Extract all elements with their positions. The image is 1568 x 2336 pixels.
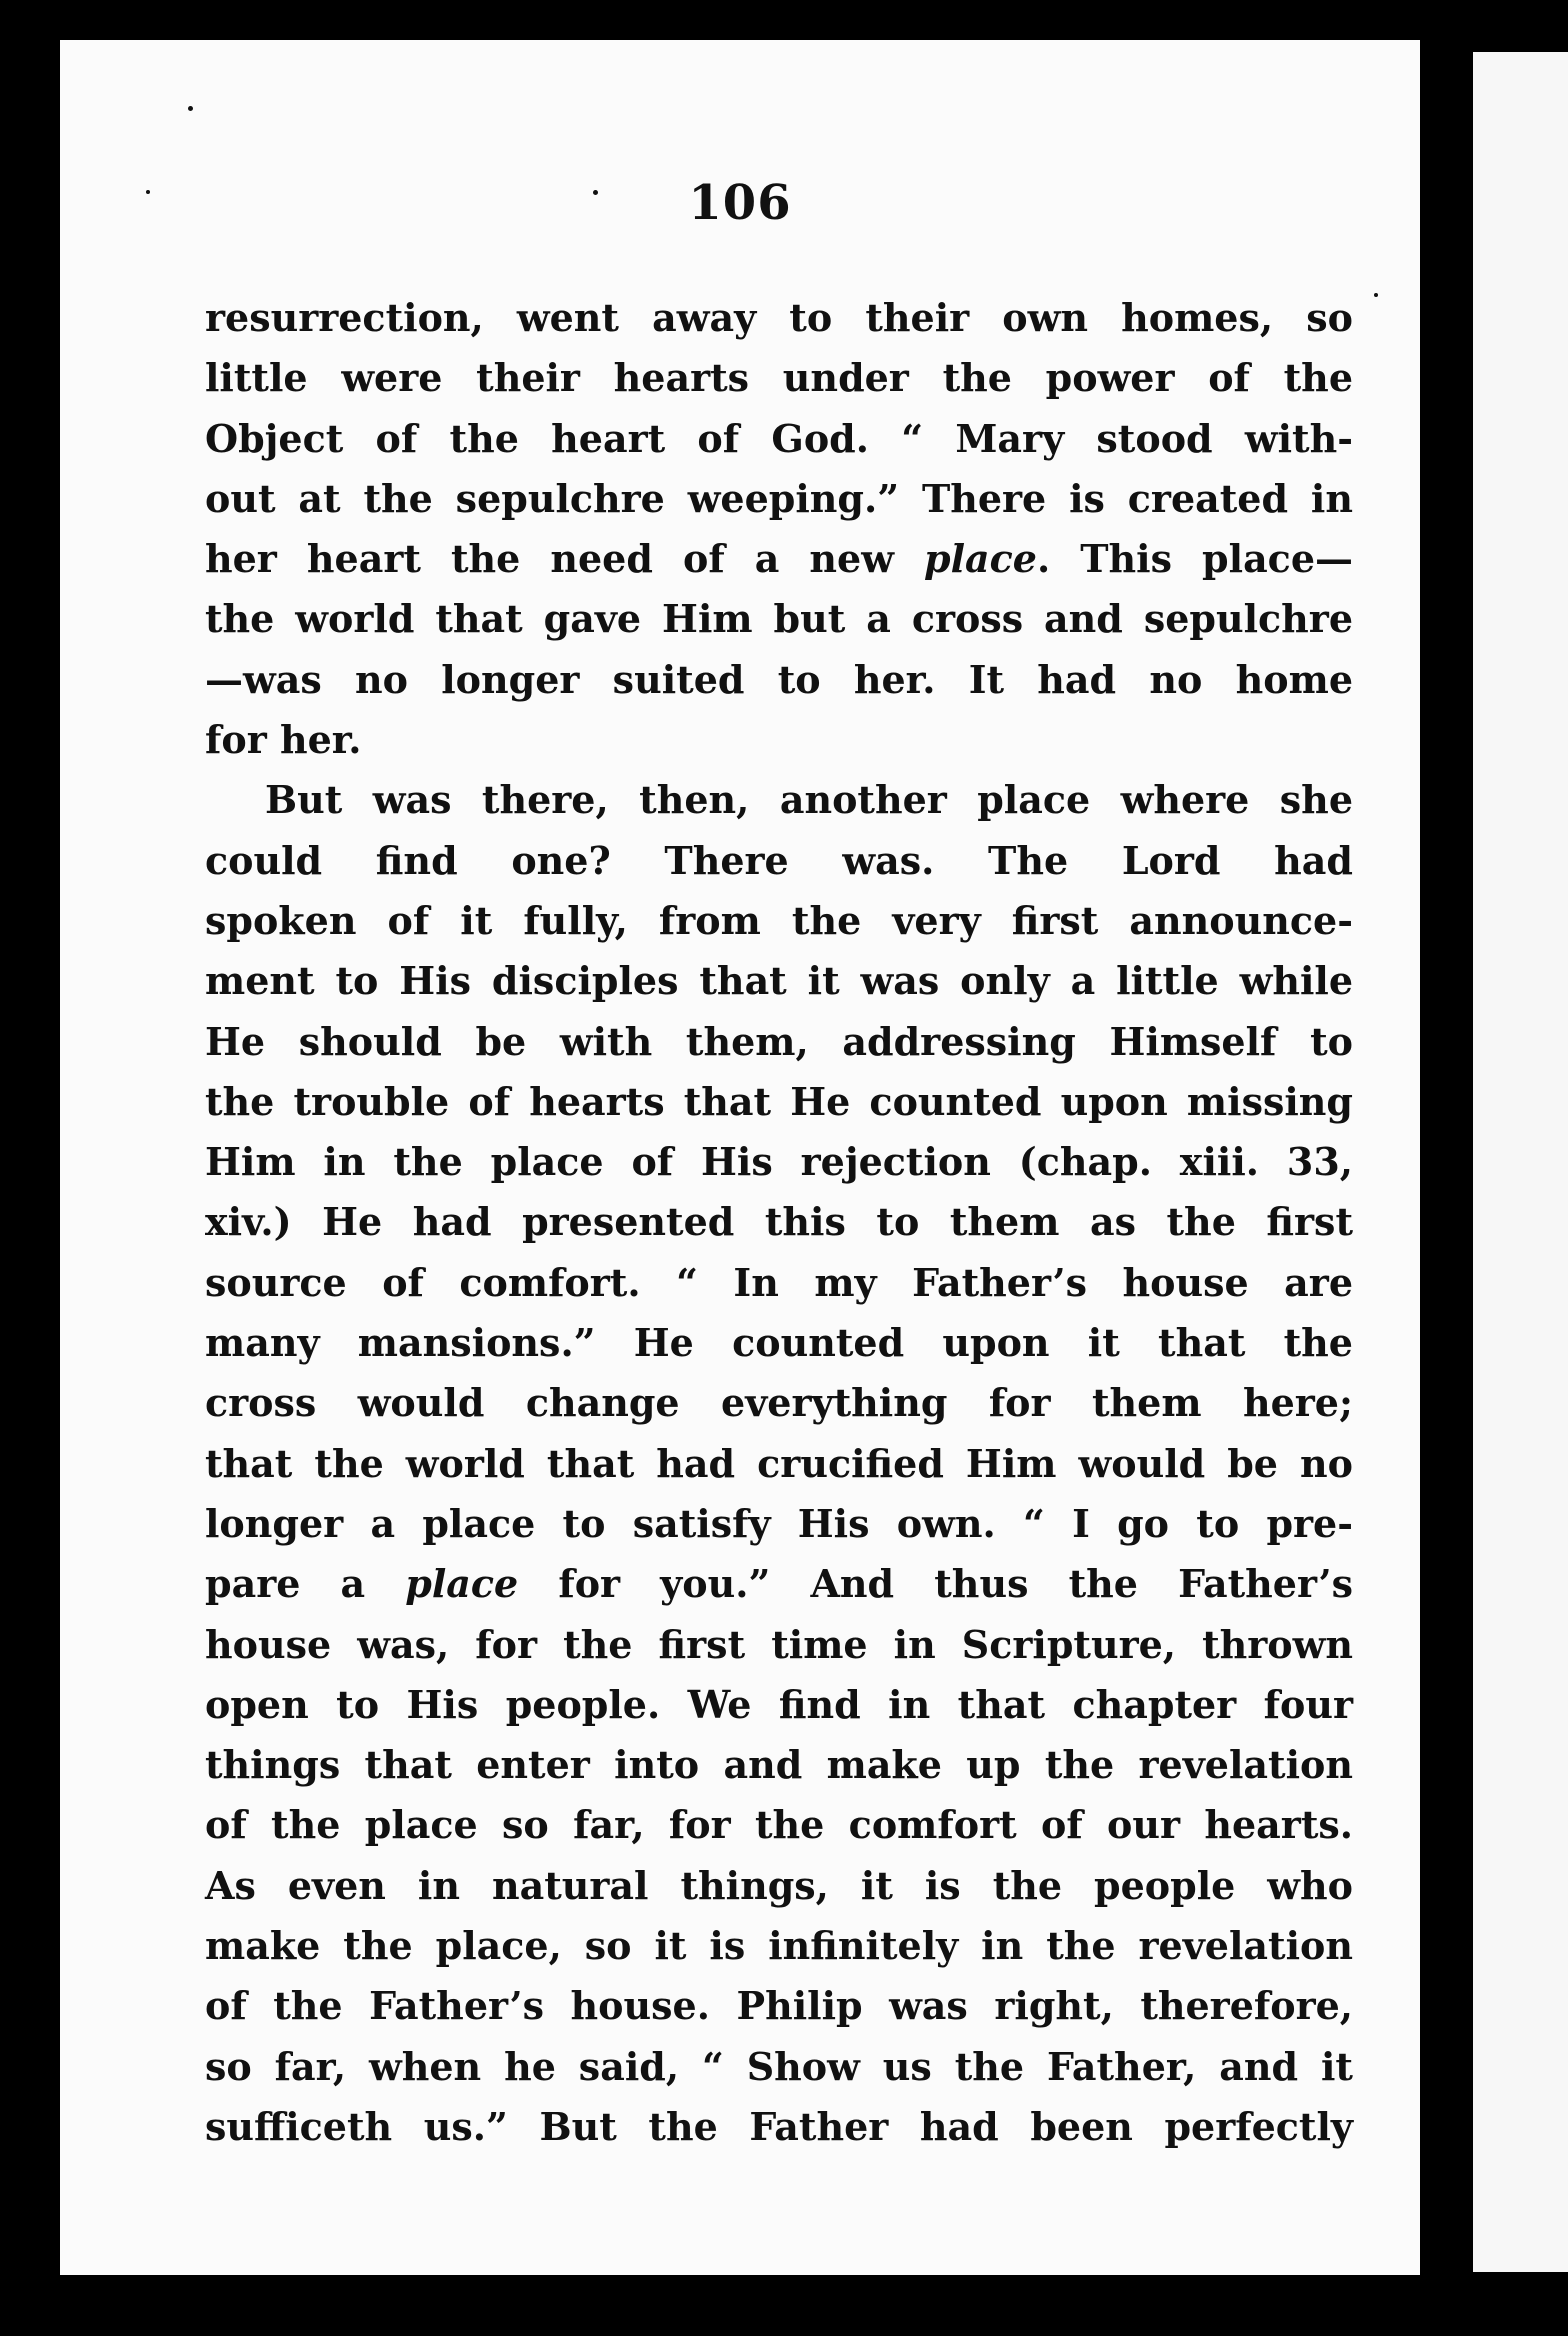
text-line: ment to His disciples that it was only a little while	[205, 958, 1353, 1004]
text-line: could find one? There was. The Lord had	[205, 837, 1353, 883]
text-line: resurrection, went away to their own homes, so	[205, 295, 1353, 340]
ink-speck	[188, 106, 193, 111]
italic-emphasis: place	[405, 1561, 519, 1607]
text-line: source of comfort. “ In my Father’s house are	[205, 1259, 1353, 1305]
text-line: of the place so far, for the comfort of our hearts.	[205, 1802, 1353, 1848]
text-line: longer a place to satisfy His own. “ I go to pre-	[205, 1500, 1353, 1546]
text-line: so far, when he said, “ Show us the Father, and it	[205, 2043, 1353, 2089]
text-line: cross would change everything for them here;	[205, 1380, 1353, 1426]
book-page	[60, 40, 1420, 2275]
text-line: As even in natural things, it is the people who	[205, 1862, 1353, 1908]
text-line: —was no longer suited to her. It had no home	[205, 656, 1353, 702]
text-line: He should be with them, addressing Himself to	[205, 1018, 1353, 1064]
text-line: open to His people. We find in that chapter four	[205, 1681, 1353, 1727]
text-line: little were their hearts under the power of the	[205, 355, 1353, 401]
ink-speck	[1374, 293, 1378, 297]
text-line: that the world that had crucified Him would be no	[205, 1440, 1353, 1486]
text-line: But was there, then, another place where she	[265, 777, 1353, 823]
text-line: out at the sepulchre weeping.” There is created in	[205, 475, 1353, 521]
text-line: of the Father’s house. Philip was right, therefore,	[205, 1983, 1353, 2029]
body-text	[205, 288, 1353, 2157]
text-line: house was, for the first time in Scripture, thrown	[205, 1621, 1353, 1667]
text-line: the trouble of hearts that He counted upon missing	[205, 1078, 1353, 1124]
text-line: Object of the heart of God. “ Mary stood with-	[205, 415, 1353, 461]
page-number: 106	[688, 175, 792, 231]
text-line: make the place, so it is infinitely in the revelation	[205, 1923, 1353, 1969]
text-line: her heart the need of a new place. This place—	[205, 536, 1354, 582]
text-line: the world that gave Him but a cross and sepulchre	[205, 596, 1353, 642]
text-line: many mansions.” He counted upon it that the	[205, 1320, 1353, 1366]
text-line: spoken of it fully, from the very first announce-	[205, 897, 1353, 943]
text-line: pare a place for you.” And thus the Father’s	[205, 1561, 1353, 1607]
text-line: sufficeth us.” But the Father had been perfectly	[205, 2103, 1353, 2149]
text-line: for her.	[205, 717, 362, 763]
text-line: things that enter into and make up the revelation	[205, 1742, 1353, 1788]
italic-emphasis: place	[924, 536, 1037, 582]
adjacent-page-edge	[1473, 52, 1568, 2272]
text-line: xiv.) He had presented this to them as the first	[205, 1199, 1353, 1245]
text-line: Him in the place of His rejection (chap. xiii. 33,	[205, 1139, 1353, 1185]
